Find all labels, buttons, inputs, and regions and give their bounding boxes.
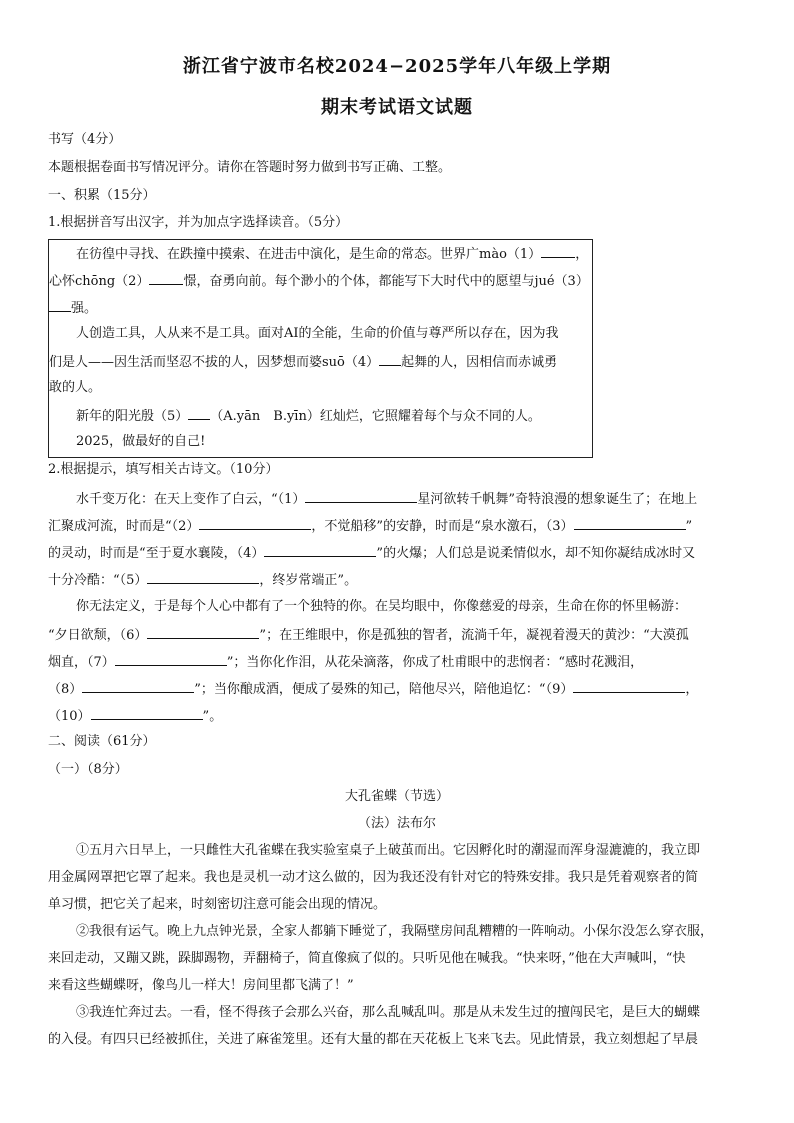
article-line: 来看这些蝴蝶呀，像鸟儿一样大！房间里都飞满了！” <box>48 978 354 993</box>
poem-line: 十分冷酷：“（5） ，终岁常端正”。 <box>48 569 748 591</box>
answer-blank[interactable] <box>147 624 259 639</box>
passage-line: 新年的阳光殷（5） （A.yān B.yīn）红灿烂，它照耀着每个与众不同的人。 <box>76 405 541 427</box>
poem-line: 烟直，（7） ”；当你化作泪，从花朵滴落，你成了杜甫眼中的悲悯者：“感时花溅泪， <box>48 651 748 673</box>
question1-passage-box <box>48 239 593 458</box>
passage-line: 人创造工具，人从来不是工具。面对AI的全能，生命的价值与尊严所以存在，因为我 <box>76 326 559 341</box>
passage-line: 强。 <box>49 297 97 319</box>
poem-line: 水千变万化：在天上变作了白云，“（1） 星河欲转千帆舞”奇特浪漫的想象诞生了；在地上 <box>76 488 776 510</box>
answer-blank[interactable] <box>147 569 259 584</box>
section1-heading: 一、积累（15分） <box>48 188 156 203</box>
answer-blank[interactable] <box>573 678 685 693</box>
passage-line: 心怀chōng（2） 憬，奋勇向前。每个渺小的个体，都能写下大时代中的愿望与jué（3） <box>49 270 589 292</box>
answer-blank[interactable] <box>264 542 376 557</box>
passage-line: 2025，做最好的自己! <box>76 434 206 449</box>
exam-title-line2: 期末考试语文试题 <box>321 97 473 118</box>
answer-blank[interactable] <box>199 515 311 530</box>
poem-line: 的灵动，时而是“至于夏水襄陵，（4） ”的火爆；人们总是说柔情似水，却不知你凝结成冰时又 <box>48 542 748 564</box>
exam-title-line1: 浙江省宁波市名校2024−2025学年八年级上学期 <box>182 56 612 77</box>
answer-blank[interactable] <box>149 270 183 285</box>
question2-prompt: 2.根据提示，填写相关古诗文。（10分） <box>48 462 279 477</box>
answer-blank[interactable] <box>379 351 401 366</box>
poem-line: （8） ”；当你酿成酒，便成了晏殊的知己，陪他尽兴，陪他追忆：“（9） ， <box>48 678 748 700</box>
article-author: （法）法布尔 <box>357 816 436 831</box>
passage-line: 敢的人。 <box>49 380 102 395</box>
article-line: ①五月六日早上，一只雌性大孔雀蝶在我实验室桌子上破茧而出。它因孵化时的潮湿而浑身湿漉漉的，我立即 <box>76 843 701 858</box>
answer-blank[interactable] <box>574 515 686 530</box>
article-line: 的入侵。有四只已经被抓住，关进了麻雀笼里。还有大量的都在天花板上飞来飞去。见此情景，我立刻想起了早晨 <box>48 1032 699 1047</box>
answer-blank[interactable] <box>91 705 203 720</box>
answer-blank[interactable] <box>188 405 210 420</box>
poem-line: “夕日欲颓，（6） ”；在王维眼中，你是孤独的智者，流淌千年，凝视着漫天的黄沙：“大漠孤 <box>48 624 748 646</box>
subsection1-heading: （一）（8分） <box>48 762 128 777</box>
section2-heading: 二、阅读（61分） <box>48 734 156 749</box>
article-title: 大孔雀蝶（节选） <box>344 789 449 804</box>
poem-line: 汇聚成河流，时而是“（2） ，不觉船移”的安静，时而是“泉水激石，（3） ” <box>48 515 748 537</box>
answer-blank[interactable] <box>305 488 417 503</box>
answer-blank[interactable] <box>541 243 575 258</box>
article-line: 单习惯，把它关了起来，时刻密切注意可能会出现的情况。 <box>48 897 387 912</box>
answer-blank[interactable] <box>82 678 194 693</box>
question1-prompt: 1.根据拼音写出汉字，并为加点字选择读音。（5分） <box>48 215 349 230</box>
article-line: 用金属网罩把它罩了起来。我也是灵机一动才这么做的，因为我还没有针对它的特殊安排。我只是凭着观察者的简 <box>48 870 699 885</box>
article-line: ②我很有运气。晚上九点钟光景，全家人都躺下睡觉了，我隔壁房间乱糟糟的一阵响动。小保尔没怎么穿衣服， <box>76 924 714 939</box>
passage-line: 们是人——因生活而坚忍不拔的人，因梦想而婆suō（4） 起舞的人，因相信而赤诚勇 <box>49 351 557 373</box>
passage-line: 在彷徨中寻找、在跌撞中摸索、在进击中演化，是生命的常态。世界广mào（1） ， <box>76 243 588 265</box>
writing-description: 本题根据卷面书写情况评分。请你在答题时努力做到书写正确、工整。 <box>48 160 452 175</box>
poem-line: （10） ”。 <box>48 705 748 727</box>
writing-heading: 书写（4分） <box>48 132 122 147</box>
article-line: 来回走动，又蹦又跳，跺脚踢物，弄翻椅子，简直像疯了似的。只听见他在喊我。“快来呀，”他在大声喊叫，“快 <box>48 951 686 966</box>
article-line: ③我连忙奔过去。一看，怪不得孩子会那么兴奋，那么乱喊乱叫。那是从未发生过的擅闯民宅，是巨大的蝴蝶 <box>76 1005 701 1020</box>
answer-blank[interactable] <box>49 297 71 312</box>
answer-blank[interactable] <box>115 651 227 666</box>
poem-line: 你无法定义，于是每个人心中都有了一个独特的你。在吴均眼中，你像慈爱的母亲，生命在你的怀里畅游： <box>76 599 688 614</box>
